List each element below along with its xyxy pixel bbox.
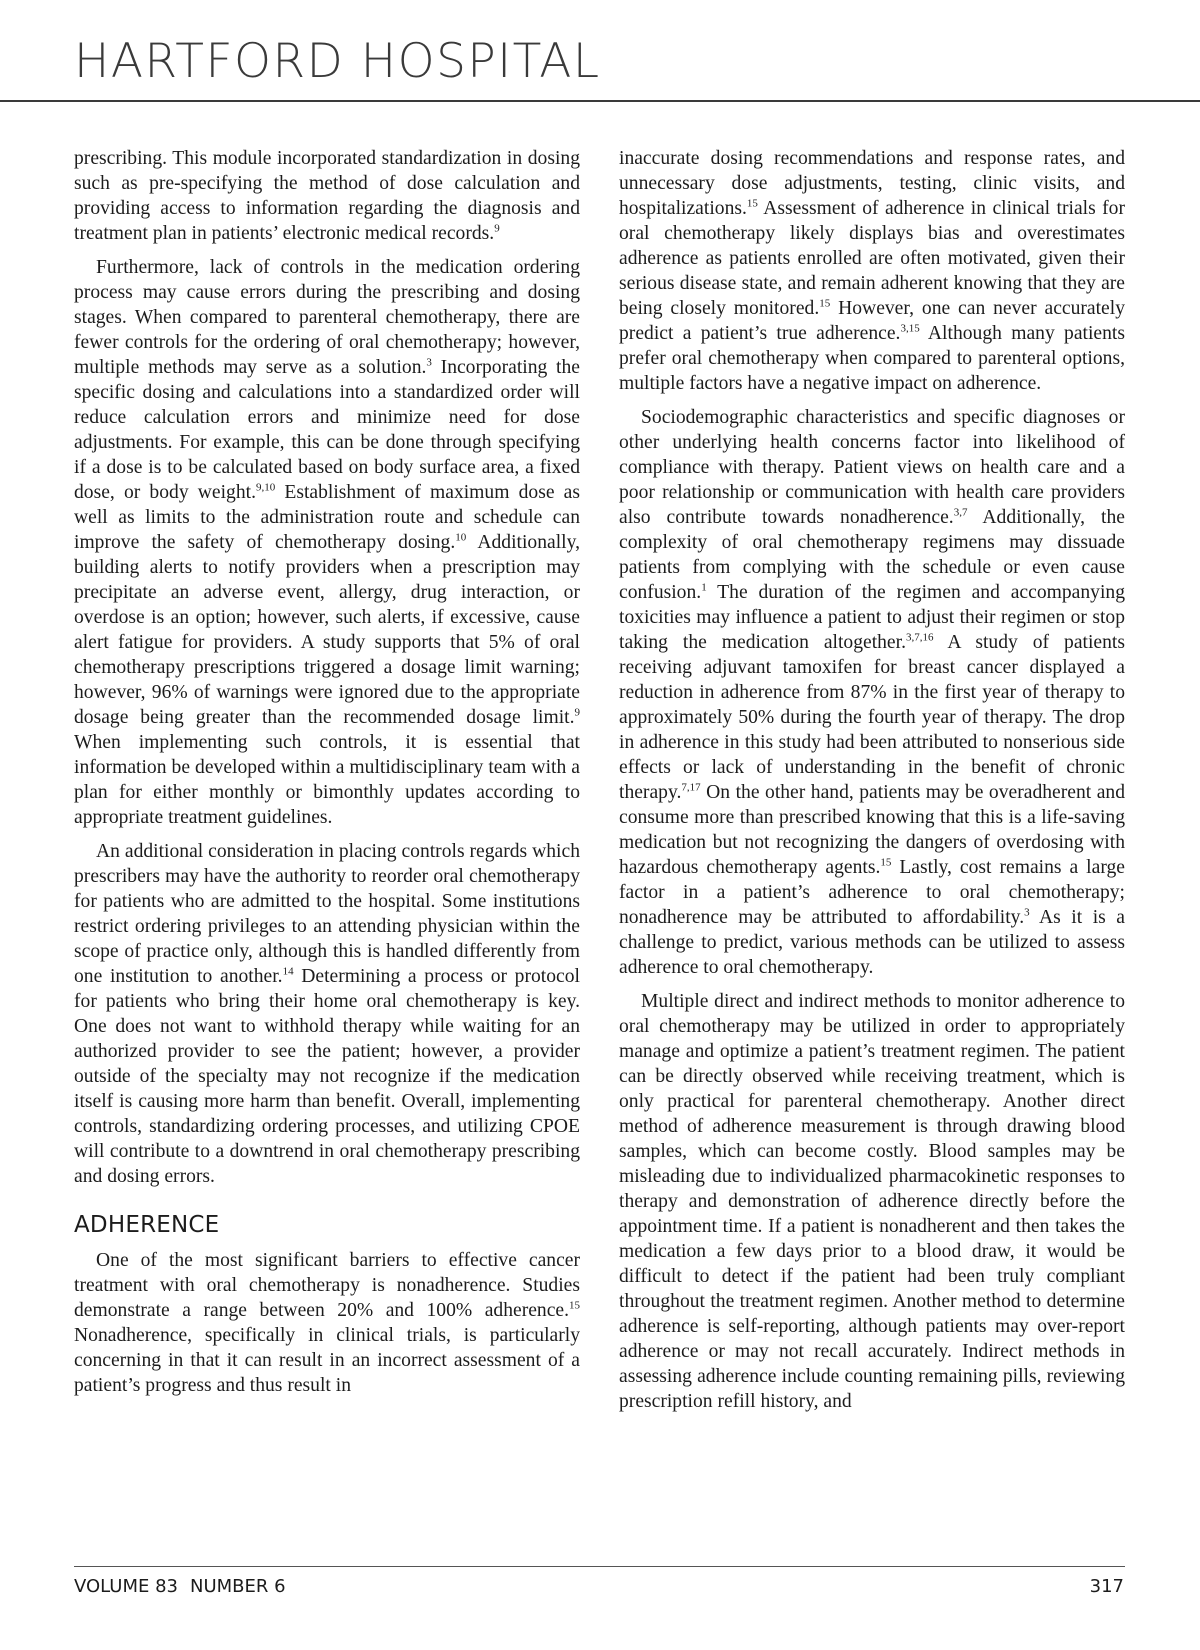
citation-ref: 15	[880, 856, 892, 869]
text-run: Sociodemographic characteristics and specific diagnoses or other underlying health concerns factor into likelihood of compliance with therapy. Patient views on health care and a poor relationship or communication with health care providers also contribute towards nonadherence.	[619, 407, 1125, 528]
citation-ref: 3,7	[953, 506, 968, 519]
left-paragraph-2	[74, 255, 580, 830]
text-run: Although many patients prefer oral chemotherapy when compared to parenteral options, multiple factors have a negative impact on adherence.	[619, 323, 1125, 394]
citation-ref: 3,15	[900, 322, 920, 335]
right-column	[619, 146, 1125, 1423]
footer-issue-info	[74, 1576, 286, 1597]
right-paragraph-2	[619, 405, 1125, 980]
citation-ref: 15	[819, 297, 831, 310]
journal-header-title: HARTFORD HOSPITAL	[74, 34, 601, 89]
text-run: Additionally, building alerts to notify providers when a prescription may precipitate an adverse event, allergy, drug interaction, or overdose is an option; however, such alerts, if excessive, cause alert fatigue for providers. A study supports that 5% of oral chemotherapy prescriptions triggered a dosage limit warning; however, 96% of warnings were ignored due to the appropriate dosage being greater than the recommended dosage limit.	[74, 532, 580, 728]
citation-ref: 14	[282, 965, 294, 978]
left-paragraph-3	[74, 839, 580, 1189]
page-number: 317	[1089, 1576, 1124, 1597]
text-run: The duration of the regimen and accompanying toxicities may influence a patient to adjust their regimen or stop taking the medication altogether.	[619, 582, 1125, 653]
text-run: Assessment of adherence in clinical trials for oral chemotherapy likely displays bias and overestimates adherence as patients enrolled are often motivated, given their serious disease state, and remain adherent knowing that they are being closely monitored.	[619, 198, 1125, 319]
citation-ref: 10	[455, 531, 467, 544]
text-run: A study of patients receiving adjuvant tamoxifen for breast cancer displayed a reduction in adherence from 87% in the first year of therapy to approximately 50% during the fourth year of therapy. The drop in adherence in this study had been attributed to nonserious side effects or lack of understanding in the benefit of chronic therapy.	[619, 632, 1125, 803]
citation-ref: 7,17	[681, 781, 701, 794]
text-run: Establishment of maximum dose as well as limits to the administration route and schedule can improve the safety of chemotherapy dosing.	[74, 482, 580, 553]
text-run: Nonadherence, specifically in clinical trials, is particularly concerning in that it can result in an incorrect assessment of a patient’s progress and thus result in	[74, 1325, 580, 1396]
right-paragraph-1	[619, 146, 1125, 396]
text-run: One of the most significant barriers to effective cancer treatment with oral chemotherapy is nonadherence. Studies demonstrate a range between 20% and 100% adherence.	[74, 1250, 580, 1321]
citation-ref: 15	[746, 197, 758, 210]
text-run: Furthermore, lack of controls in the medication ordering process may cause errors during the prescribing and dosing stages. When compared to parenteral chemotherapy, there are fewer controls for the ordering of oral chemotherapy; however, multiple methods may serve as a solution.	[74, 257, 580, 378]
citation-ref: 9	[574, 706, 580, 719]
text-run: Incorporating the specific dosing and calculations into a standardized order will reduce calculation errors and minimize need for dose adjustments. For example, this can be done through specifying if a dose is to be calculated based on body surface area, a fixed dose, or body weight.	[74, 357, 580, 503]
right-paragraph-3	[619, 989, 1125, 1414]
text-run: When implementing such controls, it is essential that information be developed within a multidisciplinary team with a plan for either monthly or bimonthly updates according to appropriate treatment guidelines.	[74, 732, 580, 828]
text-run: Multiple direct and indirect methods to monitor adherence to oral chemotherapy may be utilized in order to appropriately manage and optimize a patient’s treatment regimen. The patient can be directly observed while receiving treatment, which is only practical for parenteral chemotherapy. Another direct method of adherence measurement is through drawing blood samples, which can become costly. Blood samples may be misleading due to individualized pharmacokinetic responses to therapy and demonstration of adherence directly before the appointment time. If a patient is nonadherent and then takes the medication a few days prior to a blood draw, it would be difficult to detect if the patient had been truly compliant throughout the treatment regimen. Another method to determine adherence is self-reporting, although patients may over-report adherence or may not recall accurately. Indirect methods in assessing adherence include counting remaining pills, reviewing prescription refill history, and	[619, 991, 1125, 1412]
footer-volume: VOLUME 83	[74, 1576, 179, 1597]
footer-divider	[74, 1566, 1125, 1567]
text-run: Additionally, the complexity of oral chemotherapy regimens may dissuade patients from complying with the schedule or even cause confusion.	[619, 507, 1125, 603]
text-run: An additional consideration in placing controls regards which prescribers may have the authority to reorder oral chemotherapy for patients who are admitted to the hospital. Some institutions restrict ordering privileges to an attending physician within the scope of practice only, although this is handled differently from one institution to another.	[74, 841, 580, 987]
citation-ref: 9	[494, 222, 500, 235]
footer-number: NUMBER 6	[190, 1576, 286, 1597]
text-run: inaccurate dosing recommendations and response rates, and unnecessary dose adjustments, testing, clinic visits, and hospitalizations.	[619, 148, 1125, 219]
text-run: Determining a process or protocol for patients who bring their home oral chemotherapy is key. One does not want to withhold therapy while waiting for an authorized provider to see the patient; however, a provider outside of the specialty may not recognize if the medication itself is causing more harm than benefit. Overall, implementing controls, standardizing ordering processes, and utilizing CPOE will contribute to a downtrend in oral chemotherapy prescribing and dosing errors.	[74, 966, 580, 1187]
left-column	[74, 146, 580, 1407]
section-heading-adherence: ADHERENCE	[74, 1212, 220, 1238]
left-paragraph-1	[74, 146, 580, 246]
text-run: prescribing. This module incorporated standardization in dosing such as pre-specifying the method of dose calculation and providing access to information regarding the diagnosis and treatment plan in patients’ electronic medical records.	[74, 148, 580, 244]
citation-ref: 9,10	[255, 481, 276, 494]
citation-ref: 3	[1024, 906, 1030, 919]
citation-ref: 3,7,16	[905, 631, 934, 644]
text-run: On the other hand, patients may be overadherent and consume more than prescribed knowing that this is a life-saving medication but not recognizing the dangers of overdosing with hazardous chemotherapy agents.	[619, 782, 1125, 878]
citation-ref: 15	[569, 1299, 580, 1312]
text-run: Lastly, cost remains a large factor in a patient’s adherence to oral chemotherapy; nonadherence may be attributed to affordability.	[619, 857, 1125, 928]
header-divider	[0, 100, 1200, 102]
citation-ref: 1	[701, 581, 707, 594]
text-run: However, one can never accurately predict a patient’s true adherence.	[619, 298, 1125, 344]
citation-ref: 3	[426, 356, 432, 369]
text-run: As it is a challenge to predict, various methods can be utilized to assess adherence to oral chemotherapy.	[619, 907, 1125, 978]
left-paragraph-4	[74, 1248, 580, 1398]
